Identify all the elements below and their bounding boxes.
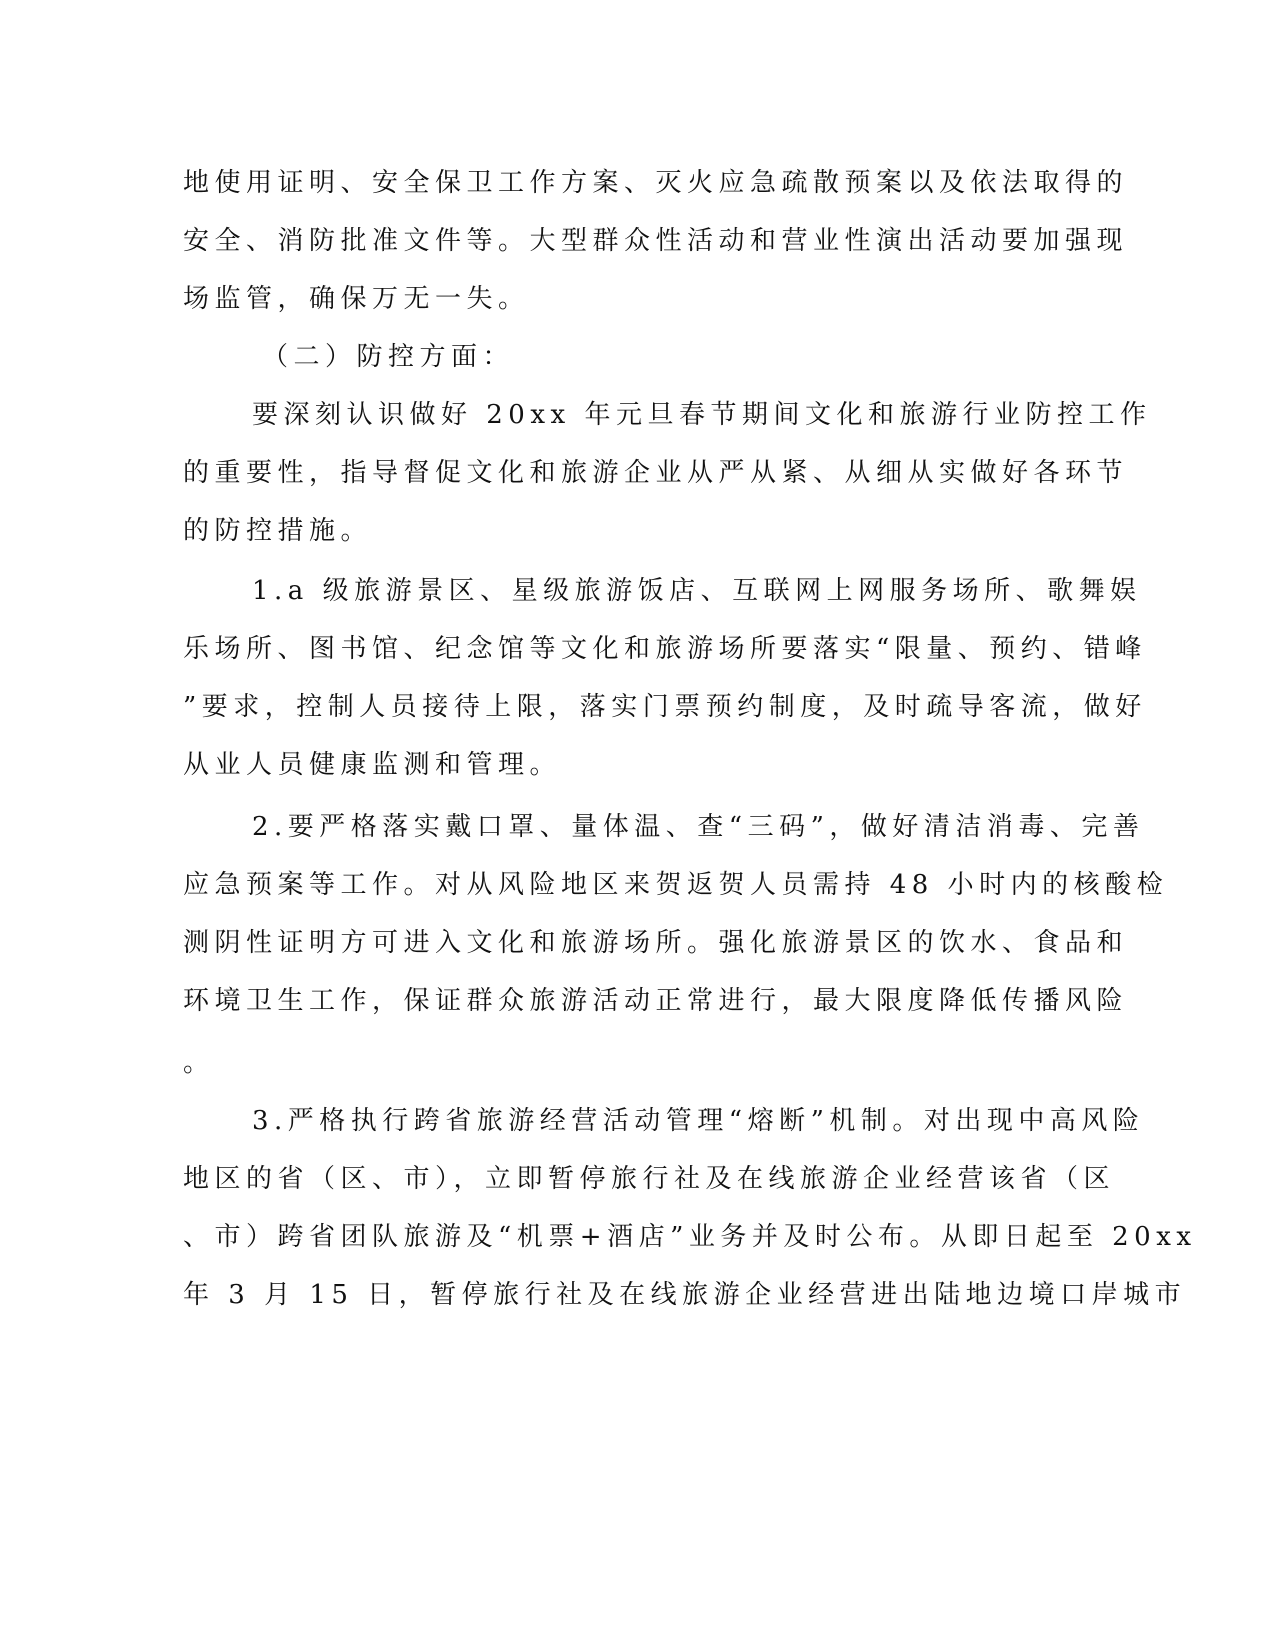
text-line: 应急预案等工作。对从风险地区来贺返贺人员需持 48 小时内的核酸检 — [183, 870, 1169, 900]
text-line: 、市）跨省团队旅游及“机票+酒店”业务并及时公布。从即日起至 20xx — [183, 1222, 1197, 1252]
text-line: 乐场所、图书馆、纪念馆等文化和旅游场所要落实“限量、预约、错峰 — [183, 634, 1147, 664]
text-line: 。 — [183, 1048, 215, 1078]
text-line: 场监管，确保万无一失。 — [183, 284, 530, 314]
text-line: 安全、消防批准文件等。大型群众性活动和营业性演出活动要加强现 — [183, 226, 1129, 256]
text-line: 的重要性，指导督促文化和旅游企业从严从紧、从细从实做好各环节 — [183, 458, 1129, 488]
text-line: 环境卫生工作，保证群众旅游活动正常进行，最大限度降低传播风险 — [183, 986, 1129, 1016]
text-line: 地区的省（区、市），立即暂停旅行社及在线旅游企业经营该省（区 — [183, 1164, 1116, 1194]
text-line: 测阴性证明方可进入文化和旅游场所。强化旅游景区的饮水、食品和 — [183, 928, 1129, 958]
text-line: 地使用证明、安全保卫工作方案、灭火应急疏散预案以及依法取得的 — [183, 168, 1129, 198]
text-line: 从业人员健康监测和管理。 — [183, 750, 562, 780]
text-line: 1.a 级旅游景区、星级旅游饭店、互联网上网服务场所、歌舞娱 — [252, 576, 1142, 606]
text-line: 2.要严格落实戴口罩、量体温、查“三码”，做好清洁消毒、完善 — [252, 812, 1145, 842]
text-line: 要深刻认识做好 20xx 年元旦春节期间文化和旅游行业防控工作 — [252, 400, 1152, 430]
text-line: 3.严格执行跨省旅游经营活动管理“熔断”机制。对出现中高风险 — [252, 1106, 1145, 1136]
text-line: 的防控措施。 — [183, 516, 373, 546]
text-line: 年 3 月 15 日，暂停旅行社及在线旅游企业经营进出陆地边境口岸城市 — [183, 1280, 1187, 1310]
section-heading: （二）防控方面： — [262, 342, 515, 372]
text-line: ”要求，控制人员接待上限，落实门票预约制度，及时疏导客流，做好 — [183, 692, 1147, 722]
